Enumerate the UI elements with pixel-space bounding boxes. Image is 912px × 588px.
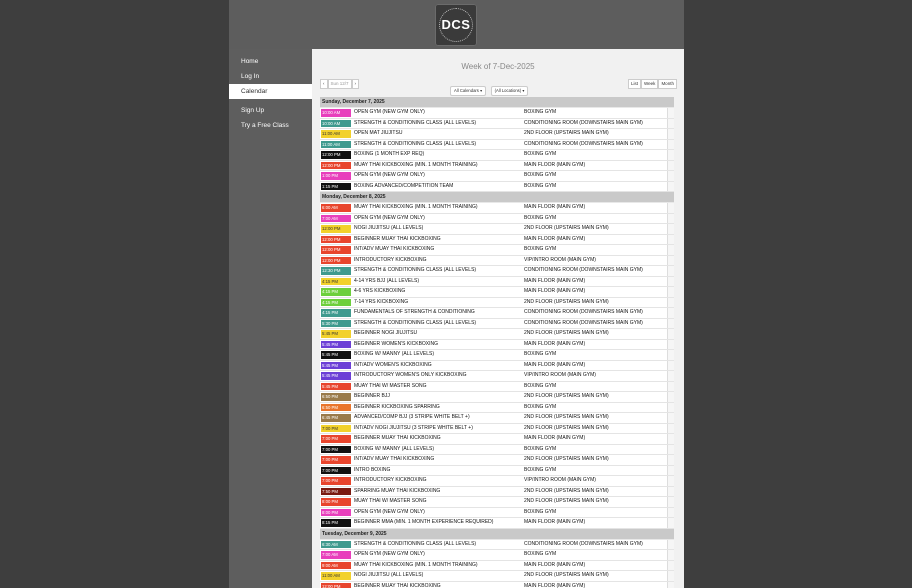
- row-edge: [667, 182, 674, 192]
- event-row[interactable]: [320, 550, 674, 561]
- day-header: Monday, December 8, 2025: [320, 192, 674, 203]
- event-time-badge: 12:00 PM: [321, 257, 351, 265]
- row-edge: [667, 350, 674, 360]
- row-edge: [667, 203, 674, 213]
- nav-home[interactable]: Home: [241, 58, 259, 65]
- event-location: BOXING GYM: [524, 172, 557, 178]
- row-edge: [667, 140, 674, 150]
- event-row[interactable]: [320, 140, 674, 151]
- nav-try-free-class[interactable]: Try a Free Class: [241, 122, 289, 129]
- calendars-filter-select[interactable]: All Calendars ▾: [450, 86, 486, 96]
- date-nav: [320, 79, 359, 87]
- row-edge: [667, 434, 674, 444]
- row-edge: [667, 424, 674, 434]
- row-edge: [667, 235, 674, 245]
- event-location: BOXING GYM: [524, 351, 557, 357]
- event-row[interactable]: [320, 582, 674, 588]
- event-name: BEGINNER MUAY THAI KICKBOXING: [354, 582, 441, 588]
- event-row[interactable]: [320, 424, 674, 435]
- row-edge: [667, 518, 674, 528]
- row-edge: [667, 403, 674, 413]
- row-edge: [667, 108, 674, 118]
- row-edge: [667, 540, 674, 550]
- event-name: BEGINNER BJJ: [354, 393, 390, 399]
- row-edge: [667, 571, 674, 581]
- event-location: MAIN FLOOR (MAIN GYM): [524, 204, 586, 210]
- event-location: 2ND FLOOR (UPSTAIRS MAIN GYM): [524, 130, 609, 136]
- event-location: BOXING GYM: [524, 109, 557, 115]
- prev-week-button[interactable]: ‹: [320, 79, 328, 89]
- event-name: OPEN GYM (NEW GYM ONLY): [354, 214, 425, 221]
- event-row[interactable]: [320, 487, 674, 498]
- event-location: 2ND FLOOR (UPSTAIRS MAIN GYM): [524, 498, 609, 504]
- event-time-badge: 7:00 PM: [321, 477, 351, 485]
- event-time-badge: 5:45 PM: [321, 372, 351, 380]
- event-location: CONDITIONING ROOM (DOWNSTAIRS MAIN GYM): [524, 267, 643, 273]
- event-name: OPEN GYM (NEW GYM ONLY): [354, 109, 425, 115]
- calendar-main: [312, 49, 684, 588]
- event-time-badge: 7:00 PM: [321, 467, 351, 475]
- event-time-badge: 8:00 PM: [321, 498, 351, 506]
- event-location: 2ND FLOOR (UPSTAIRS MAIN GYM): [524, 298, 609, 305]
- event-row[interactable]: [320, 235, 674, 246]
- event-time-badge: 12:00 PM: [321, 583, 351, 588]
- week-title: Week of 7-Dec-2025: [461, 62, 535, 71]
- event-name: STRENGTH & CONDITIONING CLASS (ALL LEVELS): [354, 267, 477, 273]
- event-location: CONDITIONING ROOM (DOWNSTAIRS MAIN GYM): [524, 119, 643, 126]
- event-name: 4-14 YRS BJJ (ALL LEVELS): [354, 277, 420, 284]
- event-time-badge: 7:00 PM: [321, 446, 351, 454]
- event-time-badge: 1:15 PM: [321, 183, 351, 191]
- row-edge: [667, 497, 674, 507]
- event-time-badge: 7:00 PM: [321, 435, 351, 443]
- event-location: VIP/INTRO ROOM (MAIN GYM): [524, 256, 596, 263]
- event-location: BOXING GYM: [524, 466, 557, 473]
- event-row[interactable]: [320, 403, 674, 414]
- event-row[interactable]: [320, 256, 674, 267]
- view-month-button[interactable]: Month: [658, 79, 677, 89]
- event-location: 2ND FLOOR (UPSTAIRS MAIN GYM): [524, 414, 609, 420]
- event-location: BOXING GYM: [524, 508, 557, 515]
- event-row[interactable]: [320, 392, 674, 403]
- event-location: 2ND FLOOR (UPSTAIRS MAIN GYM): [524, 487, 609, 494]
- row-edge: [667, 550, 674, 560]
- event-location: 2ND FLOOR (UPSTAIRS MAIN GYM): [524, 225, 609, 231]
- event-row[interactable]: [320, 518, 674, 529]
- event-location: MAIN FLOOR (MAIN GYM): [524, 435, 586, 441]
- event-name: OPEN GYM (NEW GYM ONLY): [354, 508, 425, 515]
- event-name: INT/ADV MUAY THAI KICKBOXING: [354, 246, 435, 252]
- event-name: OPEN GYM (NEW GYM ONLY): [354, 172, 425, 178]
- filters: [450, 79, 528, 93]
- row-edge: [667, 256, 674, 266]
- event-name: MUAY THAI KICKBOXING (MIN. 1 MONTH TRAINING): [354, 204, 478, 210]
- event-location: BOXING GYM: [524, 403, 557, 410]
- event-location: MAIN FLOOR (MAIN GYM): [524, 235, 586, 242]
- row-edge: [667, 308, 674, 318]
- event-time-badge: 10:00 AM: [321, 109, 351, 117]
- event-name: BEGINNER WOMEN'S KICKBOXING: [354, 340, 439, 347]
- row-edge: [667, 361, 674, 371]
- event-time-badge: 5:45 PM: [321, 351, 351, 359]
- row-edge: [667, 171, 674, 181]
- event-time-badge: 6:50 PM: [321, 393, 351, 401]
- event-row[interactable]: [320, 150, 674, 161]
- event-row[interactable]: [320, 540, 674, 551]
- event-row[interactable]: [320, 497, 674, 508]
- event-name: 4-6 YRS KICKBOXING: [354, 288, 406, 294]
- event-name: OPEN MAT JIUJITSU: [354, 130, 403, 136]
- event-name: BOXING ADVANCED/COMPETITION TEAM: [354, 182, 454, 189]
- event-row[interactable]: [320, 319, 674, 330]
- event-row[interactable]: [320, 371, 674, 382]
- event-time-badge: 5:45 PM: [321, 362, 351, 370]
- event-name: ADVANCED/COMP BJJ (3 STRIPE WHITE BELT +): [354, 414, 470, 420]
- event-location: CONDITIONING ROOM (DOWNSTAIRS MAIN GYM): [524, 319, 643, 326]
- row-edge: [667, 266, 674, 276]
- event-time-badge: 6:30 AM: [321, 541, 351, 549]
- event-name: BEGINNER MMA (MIN. 1 MONTH EXPERIENCE REQUIRED): [354, 519, 494, 525]
- dcs-logo[interactable]: [435, 4, 477, 46]
- event-name: INTRODUCTORY WOMEN'S ONLY KICKBOXING: [354, 372, 467, 378]
- event-time-badge: 4:15 PM: [321, 288, 351, 296]
- event-location: MAIN FLOOR (MAIN GYM): [524, 161, 586, 168]
- event-location: CONDITIONING ROOM (DOWNSTAIRS MAIN GYM): [524, 309, 643, 315]
- event-row[interactable]: [320, 287, 674, 298]
- event-time-badge: 12:00 PM: [321, 225, 351, 233]
- event-name: OPEN GYM (NEW GYM ONLY): [354, 551, 425, 557]
- event-name: BOXING (1 MONTH EXP REQ): [354, 151, 425, 157]
- event-name: BEGINNER KICKBOXING SPARRING: [354, 403, 440, 410]
- event-time-badge: 7:00 PM: [321, 456, 351, 464]
- event-name: BEGINNER NOGI JIUJITSU: [354, 330, 418, 336]
- event-row[interactable]: [320, 445, 674, 456]
- event-row[interactable]: [320, 571, 674, 582]
- event-time-badge: 4:15 PM: [321, 299, 351, 307]
- event-row[interactable]: [320, 476, 674, 487]
- event-row[interactable]: [320, 224, 674, 235]
- event-row[interactable]: [320, 561, 674, 572]
- event-location: 2ND FLOOR (UPSTAIRS MAIN GYM): [524, 572, 609, 578]
- event-row[interactable]: [320, 361, 674, 372]
- row-edge: [667, 287, 674, 297]
- nav-sign-up[interactable]: Sign Up: [241, 107, 265, 114]
- event-location: BOXING GYM: [524, 151, 557, 157]
- event-row[interactable]: [320, 298, 674, 309]
- event-name: INT/ADV WOMEN'S KICKBOXING: [354, 361, 432, 368]
- event-time-badge: 6:50 PM: [321, 404, 351, 412]
- row-edge: [667, 508, 674, 518]
- row-edge: [667, 298, 674, 308]
- event-time-badge: 12:00 PM: [321, 246, 351, 254]
- event-location: BOXING GYM: [524, 246, 557, 252]
- event-location: BOXING GYM: [524, 551, 557, 557]
- event-name: INT/ADV NOGI JIUJITSU (3 STRIPE WHITE BELT +): [354, 424, 473, 431]
- event-row[interactable]: [320, 434, 674, 445]
- event-row[interactable]: [320, 214, 674, 225]
- event-location: BOXING GYM: [524, 445, 557, 452]
- event-row[interactable]: [320, 382, 674, 393]
- row-edge: [667, 150, 674, 160]
- event-location: MAIN FLOOR (MAIN GYM): [524, 288, 586, 294]
- event-row[interactable]: [320, 329, 674, 340]
- event-name: INTRODUCTORY KICKBOXING: [354, 477, 427, 483]
- row-edge: [667, 466, 674, 476]
- event-time-badge: 1:00 PM: [321, 172, 351, 180]
- row-edge: [667, 129, 674, 139]
- row-edge: [667, 161, 674, 171]
- event-name: BEGINNER MUAY THAI KICKBOXING: [354, 235, 441, 242]
- row-edge: [667, 445, 674, 455]
- locations-filter-select[interactable]: (All Locations) ▾: [491, 86, 529, 96]
- event-location: CONDITIONING ROOM (DOWNSTAIRS MAIN GYM): [524, 540, 643, 547]
- event-row[interactable]: [320, 129, 674, 140]
- event-time-badge: 11:00 AM: [321, 141, 351, 149]
- event-location: BOXING GYM: [524, 214, 557, 221]
- nav-calendar[interactable]: Calendar: [229, 84, 312, 99]
- event-time-badge: 7:00 AM: [321, 551, 351, 559]
- event-row[interactable]: [320, 455, 674, 466]
- event-time-badge: 5:45 PM: [321, 383, 351, 391]
- row-edge: [667, 455, 674, 465]
- row-edge: [667, 329, 674, 339]
- event-location: 2ND FLOOR (UPSTAIRS MAIN GYM): [524, 393, 609, 399]
- day-header: Sunday, December 7, 2025: [320, 97, 674, 108]
- event-location: CONDITIONING ROOM (DOWNSTAIRS MAIN GYM): [524, 140, 643, 147]
- row-edge: [667, 476, 674, 486]
- row-edge: [667, 319, 674, 329]
- event-row[interactable]: [320, 161, 674, 172]
- event-location: MAIN FLOOR (MAIN GYM): [524, 561, 586, 568]
- event-row[interactable]: [320, 119, 674, 130]
- event-name: MUAY THAI W/ MASTER SONG: [354, 382, 427, 389]
- row-edge: [667, 392, 674, 402]
- event-name: INTRODUCTORY KICKBOXING: [354, 256, 427, 263]
- row-edge: [667, 119, 674, 129]
- event-location: MAIN FLOOR (MAIN GYM): [524, 582, 586, 588]
- event-time-badge: 8:00 PM: [321, 509, 351, 517]
- event-time-badge: 12:00 PM: [321, 151, 351, 159]
- event-name: STRENGTH & CONDITIONING CLASS (ALL LEVELS): [354, 119, 477, 126]
- event-location: VIP/INTRO ROOM (MAIN GYM): [524, 477, 596, 483]
- event-location: 2ND FLOOR (UPSTAIRS MAIN GYM): [524, 456, 609, 462]
- event-name: MUAY THAI KICKBOXING (MIN. 1 MONTH TRAINING): [354, 561, 478, 568]
- event-time-badge: 5:45 PM: [321, 341, 351, 349]
- row-edge: [667, 214, 674, 224]
- event-row[interactable]: [320, 266, 674, 277]
- event-row[interactable]: [320, 182, 674, 193]
- event-name: MUAY THAI KICKBOXING (MIN. 1 MONTH TRAINING): [354, 161, 478, 168]
- row-edge: [667, 371, 674, 381]
- event-time-badge: 5:30 PM: [321, 320, 351, 328]
- event-time-badge: 4:15 PM: [321, 309, 351, 317]
- event-time-badge: 11:00 AM: [321, 572, 351, 580]
- view-list-button[interactable]: List: [628, 79, 641, 89]
- event-name: FUNDAMENTALS OF STRENGTH & CONDITIONING: [354, 309, 475, 315]
- event-row[interactable]: [320, 466, 674, 477]
- page: [229, 0, 684, 588]
- event-time-badge: 6:45 PM: [321, 414, 351, 422]
- event-name: NOGI JIUJITSU (ALL LEVELS): [354, 572, 424, 578]
- event-row[interactable]: [320, 108, 674, 119]
- next-week-button[interactable]: ›: [352, 79, 360, 89]
- event-row[interactable]: [320, 508, 674, 519]
- event-row[interactable]: [320, 277, 674, 288]
- view-week-button[interactable]: Week: [641, 79, 658, 89]
- sidebar-nav: [229, 49, 312, 588]
- event-row[interactable]: [320, 350, 674, 361]
- event-name: BOXING W/ MANNY (ALL LEVELS): [354, 351, 435, 357]
- day-header: Tuesday, December 9, 2025: [320, 529, 674, 540]
- event-row[interactable]: [320, 413, 674, 424]
- event-location: MAIN FLOOR (MAIN GYM): [524, 277, 586, 284]
- event-name: NOGI JIUJITSU (ALL LEVELS): [354, 225, 424, 231]
- events-table: [320, 97, 674, 588]
- event-location: BOXING GYM: [524, 182, 557, 189]
- event-name: STRENGTH & CONDITIONING CLASS (ALL LEVELS): [354, 140, 477, 147]
- logo-text: DCS: [441, 17, 471, 32]
- row-edge: [667, 340, 674, 350]
- event-time-badge: 8:15 PM: [321, 519, 351, 527]
- event-time-badge: 12:30 PM: [321, 267, 351, 275]
- event-name: MUAY THAI W/ MASTER SONG: [354, 498, 427, 504]
- row-edge: [667, 224, 674, 234]
- event-location: VIP/INTRO ROOM (MAIN GYM): [524, 372, 596, 378]
- event-name: BEGINNER MUAY THAI KICKBOXING: [354, 435, 441, 441]
- event-location: MAIN FLOOR (MAIN GYM): [524, 519, 586, 525]
- event-time-badge: 10:00 AM: [321, 120, 351, 128]
- site-header: [229, 0, 684, 49]
- event-time-badge: 7:50 PM: [321, 488, 351, 496]
- event-time-badge: 9:00 AM: [321, 562, 351, 570]
- event-name: INT/ADV MUAY THAI KICKBOXING: [354, 456, 435, 462]
- event-name: INTRO BOXING: [354, 466, 391, 473]
- event-time-badge: 7:00 AM: [321, 215, 351, 223]
- event-row[interactable]: [320, 245, 674, 256]
- event-time-badge: 4:15 PM: [321, 278, 351, 286]
- event-name: STRENGTH & CONDITIONING CLASS (ALL LEVELS): [354, 319, 477, 326]
- view-switcher: [628, 79, 677, 87]
- event-location: MAIN FLOOR (MAIN GYM): [524, 340, 586, 347]
- event-row[interactable]: [320, 203, 674, 214]
- event-time-badge: 12:00 PM: [321, 162, 351, 170]
- row-edge: [667, 277, 674, 287]
- event-time-badge: 12:00 PM: [321, 236, 351, 244]
- event-location: BOXING GYM: [524, 382, 557, 389]
- event-time-badge: 7:00 PM: [321, 425, 351, 433]
- event-location: 2ND FLOOR (UPSTAIRS MAIN GYM): [524, 330, 609, 336]
- event-name: SPARRING MUAY THAI KICKBOXING: [354, 487, 441, 494]
- event-location: 2ND FLOOR (UPSTAIRS MAIN GYM): [524, 424, 609, 431]
- date-picker-button[interactable]: Sun 12/7: [328, 79, 352, 89]
- row-edge: [667, 487, 674, 497]
- event-row[interactable]: [320, 171, 674, 182]
- nav-log-in[interactable]: Log In: [241, 73, 260, 80]
- row-edge: [667, 245, 674, 255]
- event-name: BOXING W/ MANNY (ALL LEVELS): [354, 445, 435, 452]
- row-edge: [667, 413, 674, 423]
- row-edge: [667, 582, 674, 588]
- event-name: STRENGTH & CONDITIONING CLASS (ALL LEVELS): [354, 540, 477, 547]
- event-time-badge: 5:45 PM: [321, 330, 351, 338]
- row-edge: [667, 561, 674, 571]
- event-name: 7-14 YRS KICKBOXING: [354, 298, 409, 305]
- event-row[interactable]: [320, 308, 674, 319]
- event-location: MAIN FLOOR (MAIN GYM): [524, 361, 586, 368]
- row-edge: [667, 382, 674, 392]
- event-row[interactable]: [320, 340, 674, 351]
- event-time-badge: 6:00 AM: [321, 204, 351, 212]
- event-time-badge: 11:00 AM: [321, 130, 351, 138]
